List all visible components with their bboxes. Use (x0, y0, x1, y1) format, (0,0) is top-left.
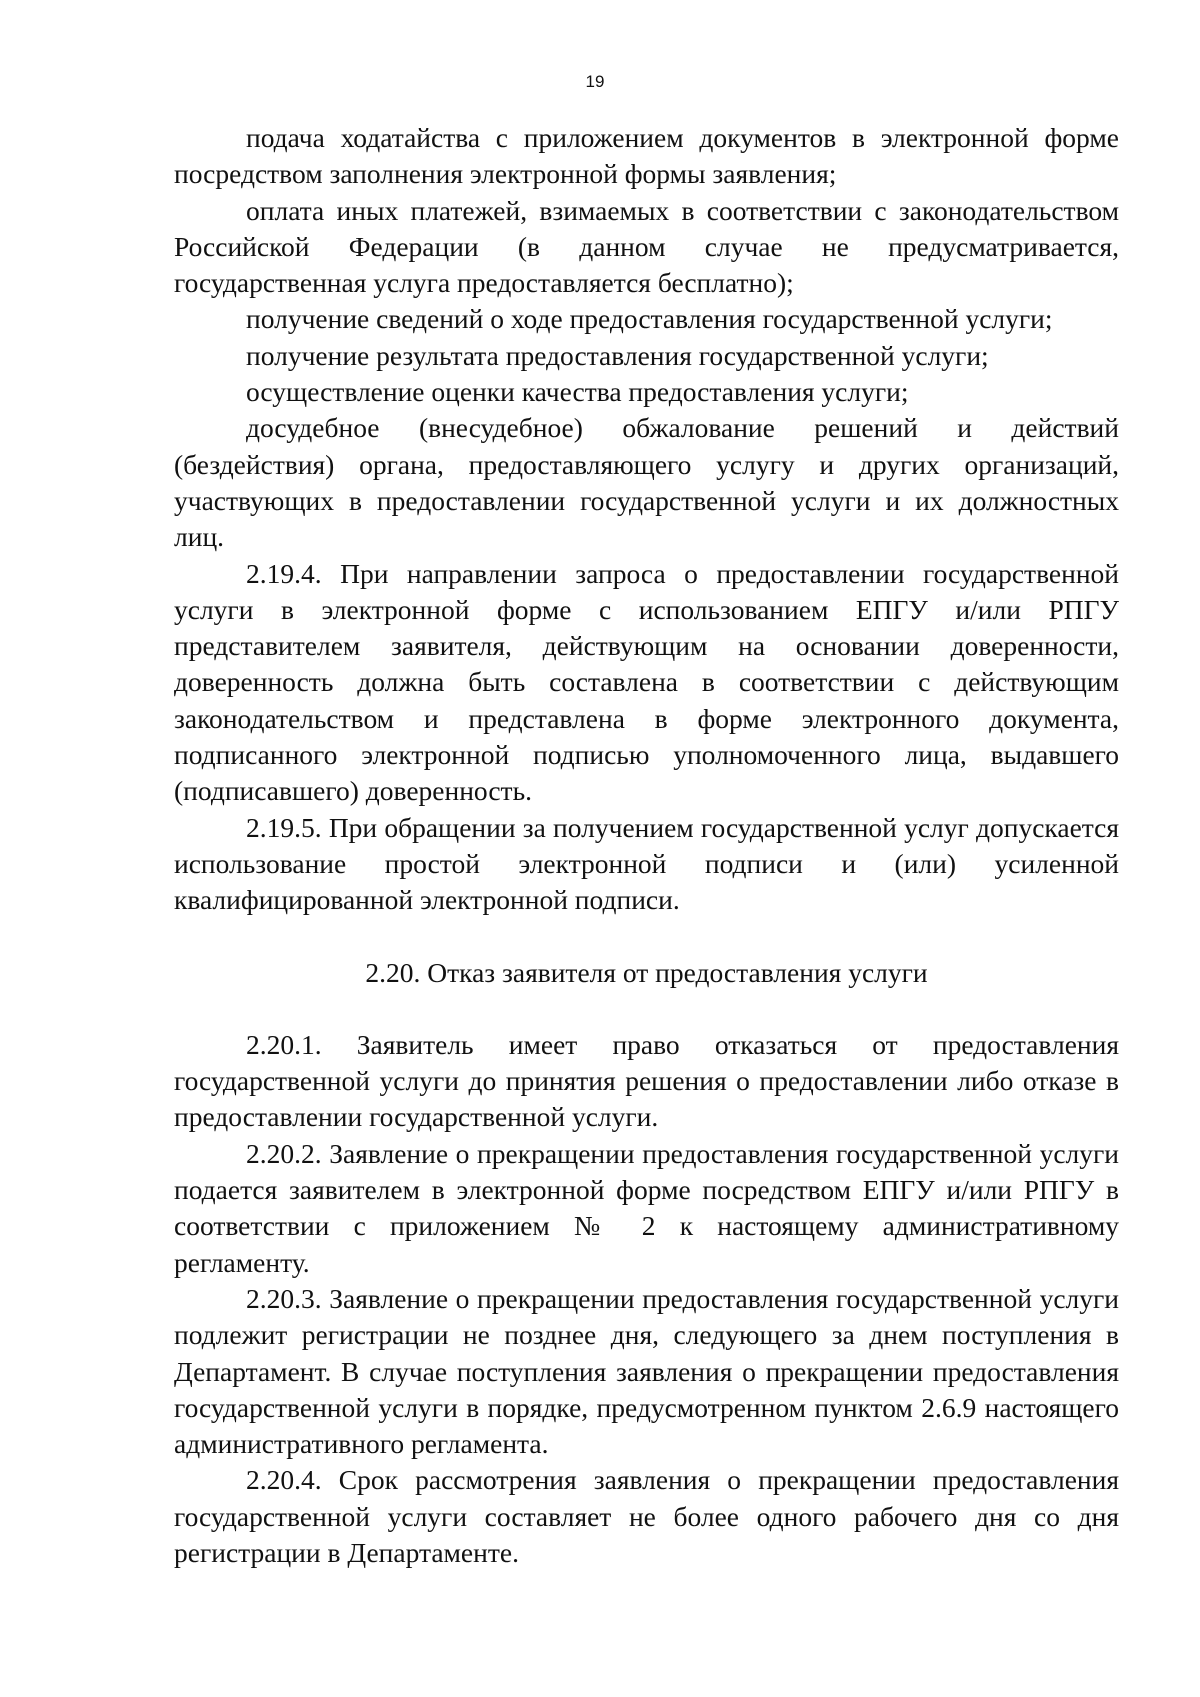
paragraph-2-20-1: 2.20.1. Заявитель имеет право отказаться от предоставления государственной услуги до принятия решения о предоставлении либо отказе в предоставлении государственной услуги. (174, 1028, 1119, 1133)
paragraph-2-20-4: 2.20.4. Срок рассмотрения заявления о прекращении предоставления государственной услуги составляет не более одного рабочего дня со дня регистрации в Департаменте. (174, 1464, 1119, 1568)
paragraph-2-20-3: 2.20.3. Заявление о прекращении предоставления государственной услуги подлежит регистрации не позднее дня, следующего за днем поступления в Департамент. В случае поступления заявления о прекращении предоставления государственной услуги в порядке, предусмотренном пунктом 2.6.9 настоящего административного регламента. (174, 1282, 1119, 1460)
paragraph-2-20-2: 2.20.2. Заявление о прекращении предоставления государственной услуги подается заявителем в электронной форме посредством ЕПГУ и/или РПГУ в соответствии с приложением № 2 к настоящему административному регламенту. (174, 1137, 1119, 1278)
paragraph-quality-assessment: осуществление оценки качества предоставления услуги; (246, 376, 909, 408)
page-number: 19 (585, 72, 605, 91)
paragraph-2-19-5: 2.19.5. При обращении за получением государственной услуг допускается использование простой электронной подписи и (или) усиленной квалифицированной электронной подписи. (174, 811, 1119, 916)
document-body (174, 120, 1119, 1571)
paragraph-petition-submission: подача ходатайства с приложением документов в электронной форме посредством заполнения электронной формы заявления; (174, 122, 1119, 190)
paragraph-progress-info: получение сведений о ходе предоставления государственной услуги; (246, 303, 1053, 335)
section-title-2-20: 2.20. Отказ заявителя от предоставления услуги (365, 956, 928, 988)
paragraph-result-receipt: получение результата предоставления государственной услуги; (246, 339, 989, 371)
paragraph-2-19-4: 2.19.4. При направлении запроса о предоставлении государственной услуги в электронной форме с использованием ЕПГУ и/или РПГУ представителем заявителя, действующим на основании доверенности, доверенность должна быть составлена в соответствии с действующим законодательством и представлена в форме электронного документа, подписанного электронной подписью уполномоченного лица, выдавшего (подписавшего) доверенность. (174, 557, 1119, 807)
paragraph-pretrial-appeal: досудебное (внесудебное) обжалование решений и действий (бездействия) органа, предоставляющего услугу и других организаций, участвующих в предоставлении государственной услуги и их должностных лиц. (174, 412, 1119, 553)
paragraph-other-payments: оплата иных платежей, взимаемых в соответствии с законодательством Российской Федерации (в данном случае не предусматривается, государственная услуга предоставляется бесплатно); (174, 194, 1119, 299)
